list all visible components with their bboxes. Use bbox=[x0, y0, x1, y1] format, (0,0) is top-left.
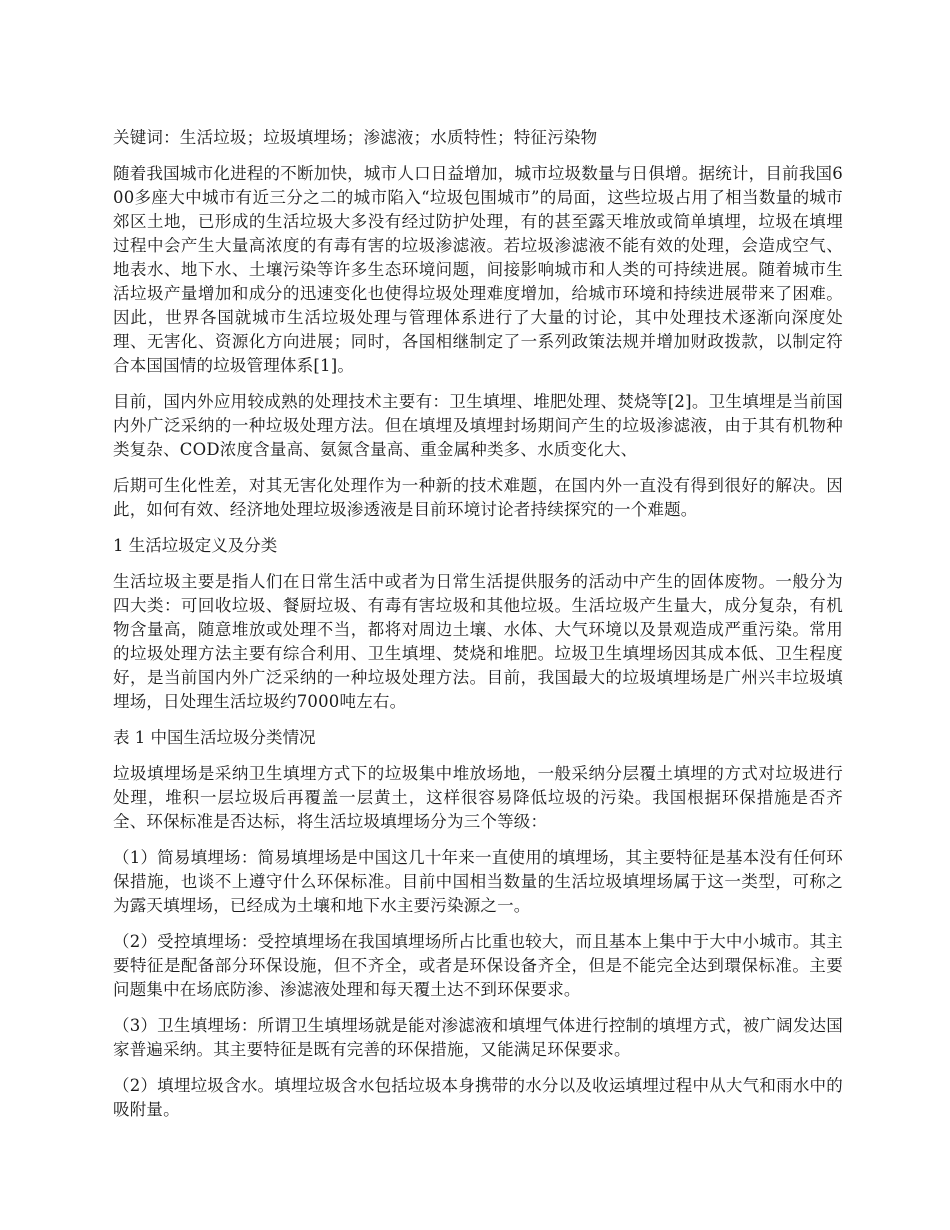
landfill-type-2: （2）受控填埋场：受控填埋场在我国填埋场所占比重也较大，而且基本上集中于大中小城市。其主要特征是配备部分环保设施，但不齐全，或者是环保设备齐全，但是不能完全达到環保标准。主要问题集中在场底防渗、渗滤液处理和每天覆土达不到环保要求。 bbox=[113, 932, 843, 999]
keywords-line: 关键词：生活垃圾；垃圾填埋场；渗滤液；水质特性；特征污染物 bbox=[113, 128, 598, 147]
document-page bbox=[113, 126, 843, 1134]
intro-paragraph-1: 随着我国城市化进程的不断加快，城市人口日益增加，城市垃圾数量与日俱增。据统计，目前我国600多座大中城市有近三分之二的城市陷入“垃圾包围城市”的局面，这些垃圾占用了相当数量的城市郊区土地，已形成的生活垃圾大多没有经过防护处理，有的甚至露天堆放或简单填埋，垃圾在填埋过程中会产生大量高浓度的有毒有害的垃圾渗滤液。若垃圾渗滤液不能有效的处理，会造成空气、地表水、地下水、土壤污染等许多生态环境问题，间接影响城市和人类的可持续进展。随着城市生活垃圾产量增加和成分的迅速变化也使得垃圾处理难度增加，给城市环境和持续进展带来了困难。因此，世界各国就城市生活垃圾处理与管理体系进行了大量的讨论，其中处理技术逐渐向深度处理、无害化、资源化方向进展；同时，各国相继制定了一系列政策法规并增加财政拨款，以制定符合本国国情的垃圾管理体系[1]。 bbox=[113, 164, 843, 375]
landfill-type-1: （1）简易填埋场：简易填埋场是中国这几十年来一直使用的填埋场，其主要特征是基本没有任何环保措施，也谈不上遵守什么环保标准。目前中国相当数量的生活垃圾填埋场属于这一类型，可称之为露天填埋场，已经成为土壤和地下水主要污染源之一。 bbox=[113, 848, 843, 915]
intro-paragraph-3: 后期可生化性差，对其无害化处理作为一种新的技术难题，在国内外一直没有得到很好的解决。因此，如何有效、经济地处理垃圾渗透液是目前环境讨论者持续探究的一个难题。 bbox=[113, 476, 843, 519]
intro-paragraph-2: 目前，国内外应用较成熟的处理技术主要有：卫生填埋、堆肥处理、焚烧等[2]。卫生填埋是当前国内外广泛采纳的一种垃圾处理方法。但在填埋及填埋封场期间产生的垃圾渗滤液，由于其有机物种类复杂、COD浓度含量高、氨氮含量高、重金属种类多、水质变化大、 bbox=[113, 392, 843, 459]
table-1-caption: 表 1 中国生活垃圾分类情况 bbox=[113, 728, 316, 747]
landfill-type-3: （3）卫生填埋场：所谓卫生填埋场就是能对渗滤液和填埋气体进行控制的填埋方式，被广阔发达国家普遍采纳。其主要特征是既有完善的环保措施，又能满足环保要求。 bbox=[113, 1016, 843, 1059]
section-1-title: 1 生活垃圾定义及分类 bbox=[113, 536, 278, 555]
landfill-paragraph: 垃圾填埋场是采纳卫生填埋方式下的垃圾集中堆放场地，一般采纳分层覆土填埋的方式对垃圾进行处理，堆积一层垃圾后再覆盖一层黄土，这样很容易降低垃圾的污染。我国根据环保措施是否齐全、环保标准是否达标，将生活垃圾填埋场分为三个等级： bbox=[113, 764, 843, 831]
section-1-paragraph: 生活垃圾主要是指人们在日常生活中或者为日常生活提供服务的活动中产生的固体废物。一般分为四大类：可回收垃圾、餐厨垃圾、有毒有害垃圾和其他垃圾。生活垃圾产生量大，成分复杂，有机物含量高，随意堆放或处理不当，都将对周边土壤、水体、大气环境以及景观造成严重污染。常用的垃圾处理方法主要有综合利用、卫生填埋、焚烧和堆肥。垃圾卫生填埋场因其成本低、卫生程度好，是当前国内外广泛采纳的一种垃圾处理方法。目前，我国最大的垃圾填埋场是广州兴丰垃圾填埋场，日处理生活垃圾约7000吨左右。 bbox=[113, 572, 843, 711]
landfill-water-content: （2）填埋垃圾含水。填埋垃圾含水包括垃圾本身携带的水分以及收运填埋过程中从大气和雨水中的吸附量。 bbox=[113, 1076, 843, 1119]
